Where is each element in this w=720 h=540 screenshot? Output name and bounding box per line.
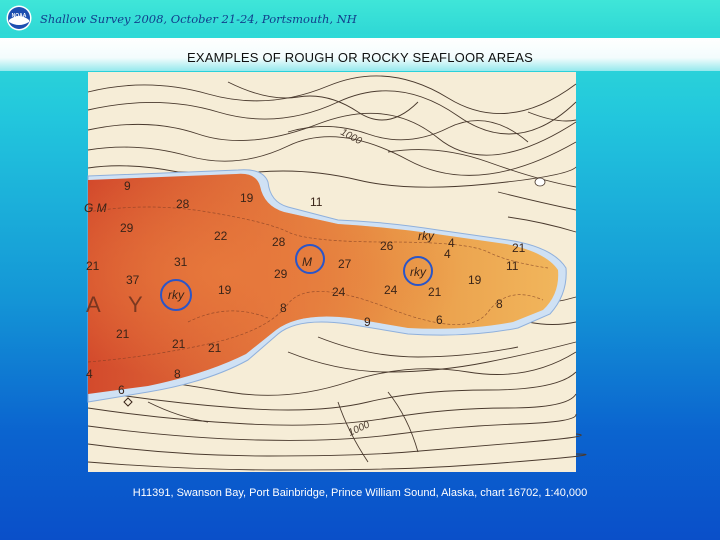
sounding: 24 xyxy=(332,285,346,299)
svg-text:NOAA: NOAA xyxy=(11,13,27,19)
sounding: 28 xyxy=(176,197,190,211)
bathymetry-map xyxy=(84,72,576,472)
slide-caption: H11391, Swanson Bay, Port Bainbridge, Prince William Sound, Alaska, chart 16702, 1:40,000 xyxy=(132,487,588,499)
sounding: 21 xyxy=(172,337,186,351)
seafloor-annotation: rky xyxy=(418,229,434,243)
edge-letter-y: Y xyxy=(128,292,143,317)
sounding: 11 xyxy=(506,259,519,273)
sounding: 27 xyxy=(338,257,352,271)
sounding: 21 xyxy=(512,241,526,255)
sounding: 21 xyxy=(208,341,222,355)
sounding: 19 xyxy=(468,273,482,287)
seafloor-annotation: G M xyxy=(84,201,107,215)
sounding: 6 xyxy=(118,383,125,397)
sounding: 26 xyxy=(380,239,394,253)
islet xyxy=(535,178,545,186)
sounding: 11 xyxy=(310,195,323,209)
sounding: 24 xyxy=(384,283,398,297)
seafloor-annotation: M xyxy=(302,255,312,269)
sounding: 29 xyxy=(120,221,134,235)
svg-text:1000: 1000 xyxy=(346,419,372,439)
sounding: 19 xyxy=(240,191,254,205)
sounding: 21 xyxy=(86,259,100,273)
sounding: 37 xyxy=(126,273,140,287)
svg-text:1000: 1000 xyxy=(338,126,364,148)
noaa-logo-icon xyxy=(6,5,32,31)
sounding: 22 xyxy=(214,229,228,243)
header-title: Shallow Survey 2008, October 21-24, Portsmouth, NH xyxy=(40,12,357,26)
sounding: 31 xyxy=(174,255,188,269)
sounding: 8 xyxy=(174,367,181,381)
sounding: 28 xyxy=(272,235,286,249)
sounding: 9 xyxy=(124,179,131,193)
sounding: 4 xyxy=(448,236,455,250)
sounding: 4 xyxy=(444,247,451,261)
sounding: 8 xyxy=(496,297,503,311)
edge-letter-a: A xyxy=(86,292,101,317)
sounding: 21 xyxy=(116,327,130,341)
sounding: 29 xyxy=(274,267,288,281)
slide-title: EXAMPLES OF ROUGH OR ROCKY SEAFLOOR AREAS xyxy=(186,50,534,65)
seafloor-annotation: rky xyxy=(168,288,184,302)
sounding: 4 xyxy=(86,367,93,381)
sounding: 9 xyxy=(364,315,371,329)
sounding: 6 xyxy=(436,313,443,327)
sounding: 21 xyxy=(428,285,442,299)
sounding: 19 xyxy=(218,283,232,297)
sounding: 8 xyxy=(280,301,287,315)
seafloor-annotation: rky xyxy=(410,265,426,279)
